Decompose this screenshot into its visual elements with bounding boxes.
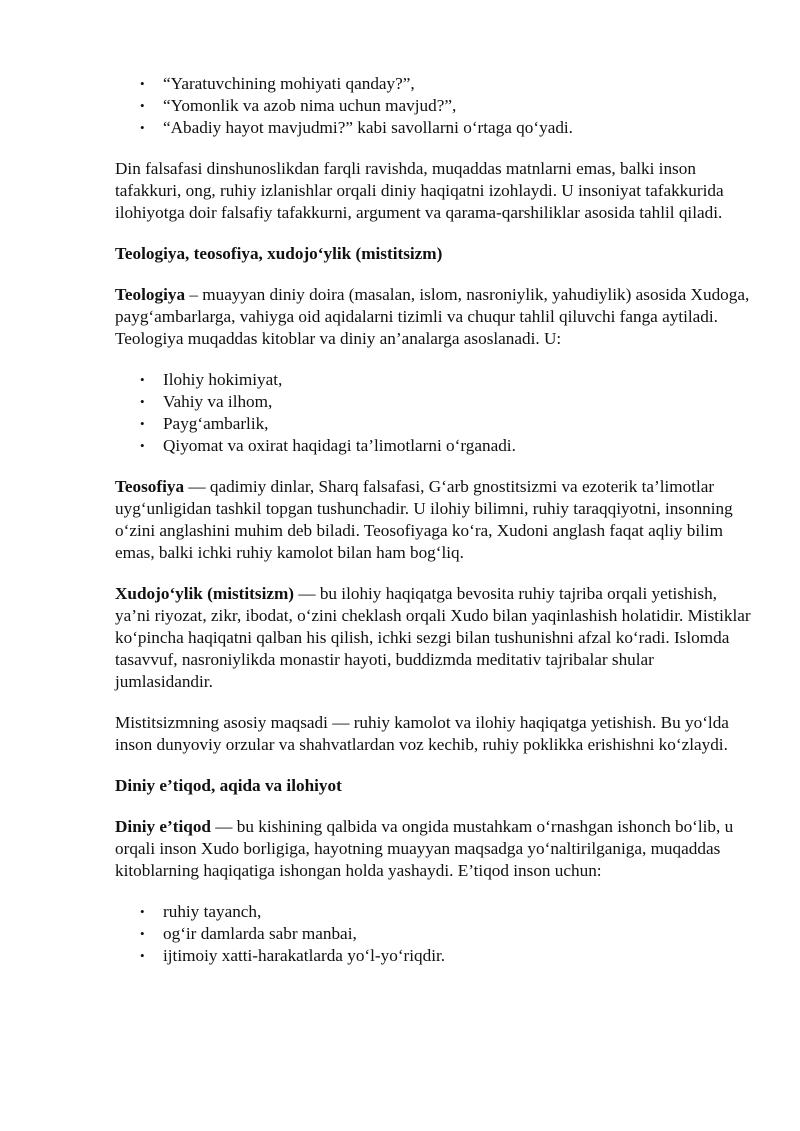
paragraph-diniy-etiqod: Diniy e’tiqod — bu kishining qalbida va ongida mustahkam o‘rnashgan ishonch bo‘lib, u orqali inson Xudo borligiga, hayotning muayyan maqsadga yo‘naltirilganiga, muqaddas kitoblarning haqiqatiga ishongan holda yashaydi. E’tiqod inson uchun:: [115, 817, 734, 880]
section-heading-teologiya: Teologiya, teosofiya, xudojo‘ylik (mistitsizm): [115, 244, 443, 263]
spacer: [115, 265, 755, 284]
bullet-icon: •: [140, 948, 145, 963]
term-diniy-etiqod: Diniy e’tiqod: [115, 817, 211, 836]
list-item: • “Yomonlik va azob nima uchun mavjud?”,: [140, 96, 457, 115]
bullet-icon: •: [140, 438, 145, 453]
bullet-icon: •: [140, 394, 145, 409]
document-page: [115, 73, 755, 967]
spacer: [115, 457, 755, 476]
list-item: • Ilohiy hokimiyat,: [140, 370, 283, 389]
spacer: [115, 564, 755, 583]
paragraph-teosofiya: Teosofiya — qadimiy dinlar, Sharq falsafasi, G‘arb gnostitsizmi va ezoterik ta’limotlar uyg‘unligidan tashkil topgan tushunchadir. U ilohiy bilimni, ruhiy taraqqiyotni, insonning o‘zini anglashini muhim deb biladi. Teosofiyaga ko‘ra, Xudoni anglash faqat aqliy bilim emas, balki ichki ruhiy kamolot bilan ham bog‘liq.: [115, 477, 733, 562]
list-item: • Qiyomat va oxirat haqidagi ta’limotlarni o‘rganadi.: [140, 436, 516, 455]
spacer: [115, 139, 755, 158]
spacer: [115, 350, 755, 369]
bullet-icon: •: [140, 904, 145, 919]
bullet-icon: •: [140, 120, 145, 135]
list-item: • “Abadiy hayot mavjudmi?” kabi savollarni o‘rtaga qo‘yadi.: [140, 118, 573, 137]
list-item: • ruhiy tayanch,: [140, 902, 262, 921]
bullet-icon: •: [140, 416, 145, 431]
list-item: • Payg‘ambarlik,: [140, 414, 269, 433]
paragraph-mistitsizm-maqsadi: Mistitsizmning asosiy maqsadi — ruhiy kamolot va ilohiy haqiqatga yetishish. Bu yo‘lda inson dunyoviy orzular va shahvatlardan voz kechib, ruhiy poklikka erishishni ko‘zlaydi.: [115, 713, 729, 754]
paragraph-teologiya: Teologiya – muayyan diniy doira (masalan, islom, nasroniylik, yahudiylik) asosida Xudoga, payg‘ambarlarga, vahiyga oid aqidalarni tizimli va chuqur tahlil qiluvchi fanga aytiladi. Teologiya muqaddas kitoblar va diniy an’analarga asoslanadi. U:: [115, 285, 750, 348]
term-teologiya: Teologiya: [115, 285, 186, 304]
spacer: [115, 797, 755, 816]
teologiya-topics-list: [115, 369, 755, 457]
bullet-icon: •: [140, 98, 145, 113]
spacer: [115, 882, 755, 901]
paragraph-xudojoylik: Xudojo‘ylik (mistitsizm) — bu ilohiy haqiqatga bevosita ruhiy tajriba orqali yetishish, ya’ni riyozat, zikr, ibodat, o‘zini cheklash orqali Xudo bilan yaqinlashish holatidir. Mistiklar ko‘pincha haqiqatni qalban his qilish, ichki sezgi bilan tushunishni afzal ko‘radi. Islomda tasavvuf, nasroniylikda monastir hayoti, buddizmda meditativ tajribalar shular jumlasidandir.: [115, 584, 751, 691]
list-item: • ijtimoiy xatti-harakatlarda yo‘l-yo‘riqdir.: [140, 946, 446, 965]
term-xudojoylik: Xudojo‘ylik (mistitsizm): [115, 584, 295, 603]
paragraph-din-falsafasi: Din falsafasi dinshunoslikdan farqli ravishda, muqaddas matnlarni emas, balki inson tafakkuri, ong, ruhiy izlanishlar orqali diniy haqiqatni izohlaydi. U insoniyat tafakkurida ilohiyotga doir falsafiy tafakkurni, argument va qarama-qarshiliklar asosida tahlil qiladi.: [115, 159, 724, 222]
bullet-icon: •: [140, 926, 145, 941]
spacer: [115, 756, 755, 775]
list-item: • og‘ir damlarda sabr manbai,: [140, 924, 357, 943]
etiqod-roles-list: [115, 901, 755, 967]
bullet-icon: •: [140, 372, 145, 387]
questions-list: [115, 73, 755, 139]
spacer: [115, 693, 755, 712]
bullet-icon: •: [140, 76, 145, 91]
term-teosofiya: Teosofiya: [115, 477, 185, 496]
list-item: • “Yaratuvchining mohiyati qanday?”,: [140, 74, 415, 93]
section-heading-diniy-etiqod: Diniy e’tiqod, aqida va ilohiyot: [115, 776, 342, 795]
list-item: • Vahiy va ilhom,: [140, 392, 273, 411]
spacer: [115, 224, 755, 243]
